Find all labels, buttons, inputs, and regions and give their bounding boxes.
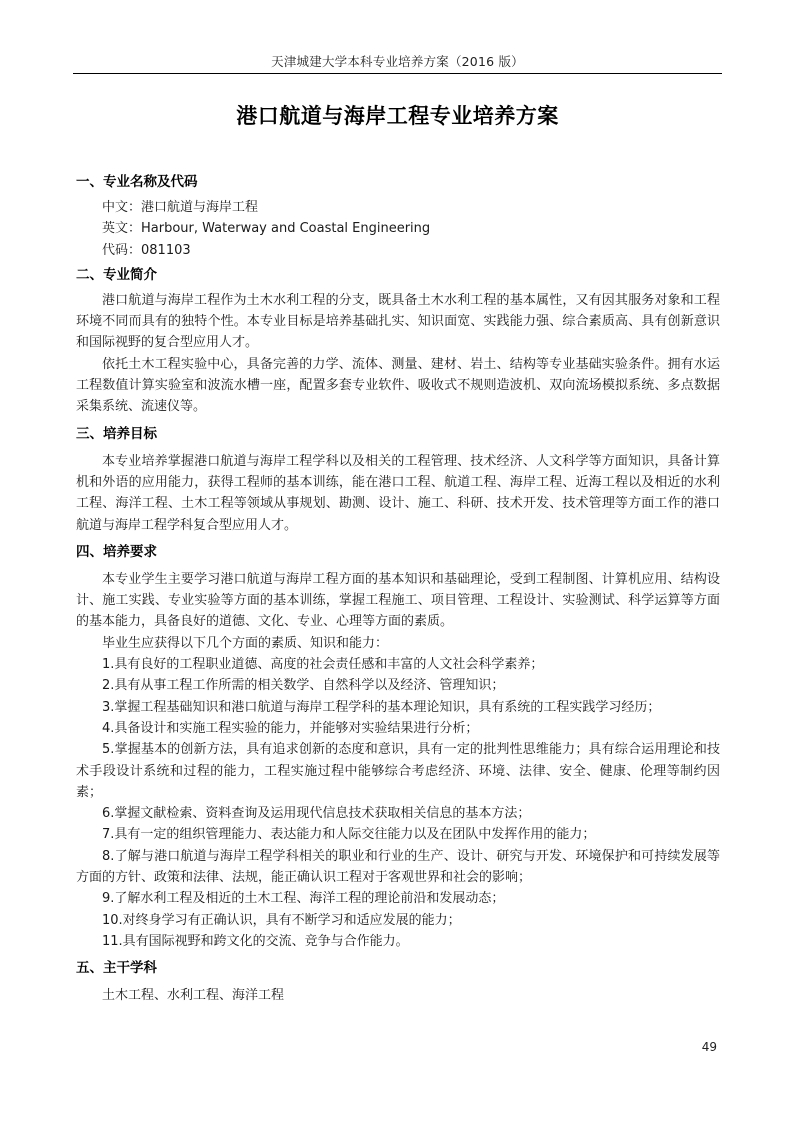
section-major-introduction bbox=[76, 265, 720, 418]
chinese-name: 中文：港口航道与海岸工程 bbox=[102, 200, 259, 215]
section-heading: 四、培养要求 bbox=[76, 543, 157, 560]
requirement-item: 4.具备设计和实施工程实验的能力，并能够对实验结果进行分析； bbox=[102, 720, 479, 736]
running-header: 天津城建大学本科专业培养方案（2016 版） bbox=[271, 54, 524, 69]
requirement-item: 10.对终身学习有正确认识，具有不断学习和适应发展的能力； bbox=[102, 912, 461, 928]
page-number: 49 bbox=[701, 1040, 717, 1054]
requirement-item: 2.具有从事工程工作所需的相关数学、自然科学以及经济、管理知识； bbox=[102, 678, 505, 694]
requirement-item: 6.掌握文献检索、资料查询及运用现代信息技术获取相关信息的基本方法； bbox=[102, 806, 531, 822]
requirement-item: 9.了解水利工程及相近的土木工程、海洋工程的理论前沿和发展动态； bbox=[102, 891, 505, 907]
section-training-requirements bbox=[76, 542, 720, 952]
section-heading: 一、专业名称及代码 bbox=[76, 174, 198, 190]
paragraph: 本专业学生主要学习港口航道与海岸工程方面的基本知识和基础理论，受到工程制图、计算机应用、结构设计、施工实践、专业实验等方面的基本训练，掌握工程施工、项目管理、工程设计、实验测试、科学运算等方面的基本能力，具备良好的道德、文化、专业、心理等方面的素质。 bbox=[76, 571, 720, 630]
paragraph: 本专业培养掌握港口航道与海岸工程学科以及相关的工程管理、技术经济、人文科学等方面知识，具备计算机和外语的应用能力，获得工程师的基本训练，能在港口工程、航道工程、海岸工程、近海工程以及相近的水利工程、海洋工程、土木工程等领域从事规划、勘测、设计、施工、科研、技术开发、技术管理等方面工作的港口航道与海岸工程学科复合型应用人才。 bbox=[76, 453, 720, 533]
section-main-disciplines bbox=[76, 958, 720, 1006]
document-title: 港口航道与海岸工程专业培养方案 bbox=[236, 104, 559, 128]
requirement-item: 3.掌握工程基础知识和港口航道与海岸工程学科的基本理论知识，具有系统的工程实践学习经历； bbox=[102, 699, 661, 715]
requirement-item: 1.具有良好的工程职业道德、高度的社会责任感和丰富的人文社会科学素养； bbox=[102, 657, 544, 673]
section-major-name-code bbox=[76, 172, 720, 261]
requirement-item: 5.掌握基本的创新方法，具有追求创新的态度和意识，具有一定的批判性思维能力；具有综合运用理论和技术手段设计系统和过程的能力，工程实施过程中能够综合考虑经济、环境、法律、安全、健康、伦理等制约因素； bbox=[76, 742, 720, 800]
paragraph: 港口航道与海岸工程作为土木水利工程的分支，既具备土木水利工程的基本属性，又有因其服务对象和工程环境不同而具有的独特个性。本专业目标是培养基础扎实、知识面宽、实践能力强、综合素质高、具有创新意识和国际视野的复合型应用人才。 bbox=[76, 292, 720, 351]
major-code: 代码：081103 bbox=[102, 242, 191, 258]
section-heading: 三、培养目标 bbox=[76, 425, 157, 442]
requirement-item: 11.具有国际视野和跨文化的交流、竞争与合作能力。 bbox=[102, 933, 409, 949]
requirement-item: 8.了解与港口航道与海岸工程学科相关的职业和行业的生产、设计、研究与开发、环境保护和可持续发展等方面的方针、政策和法律、法规，能正确认识工程对于客观世界和社会的影响； bbox=[76, 848, 720, 886]
english-name: 英文：Harbour, Waterway and Coastal Engineering bbox=[102, 221, 431, 237]
section-training-objectives bbox=[76, 424, 720, 536]
document-body bbox=[76, 172, 720, 1007]
header-divider bbox=[73, 73, 722, 74]
section-heading: 五、主干学科 bbox=[76, 960, 157, 977]
disciplines-list: 土木工程、水利工程、海洋工程 bbox=[102, 988, 285, 1004]
requirement-item: 7.具有一定的组织管理能力、表达能力和人际交往能力以及在团队中发挥作用的能力； bbox=[102, 827, 596, 843]
paragraph: 毕业生应获得以下几个方面的素质、知识和能力： bbox=[102, 635, 389, 651]
section-heading: 二、专业简介 bbox=[76, 266, 157, 283]
paragraph: 依托土木工程实验中心，具备完善的力学、流体、测量、建材、岩土、结构等专业基础实验条件。拥有水运工程数值计算实验室和波流水槽一座，配置多套专业软件、吸收式不规则造波机、双向流场模拟系统、多点数据采集系统、流速仪等。 bbox=[76, 356, 720, 415]
